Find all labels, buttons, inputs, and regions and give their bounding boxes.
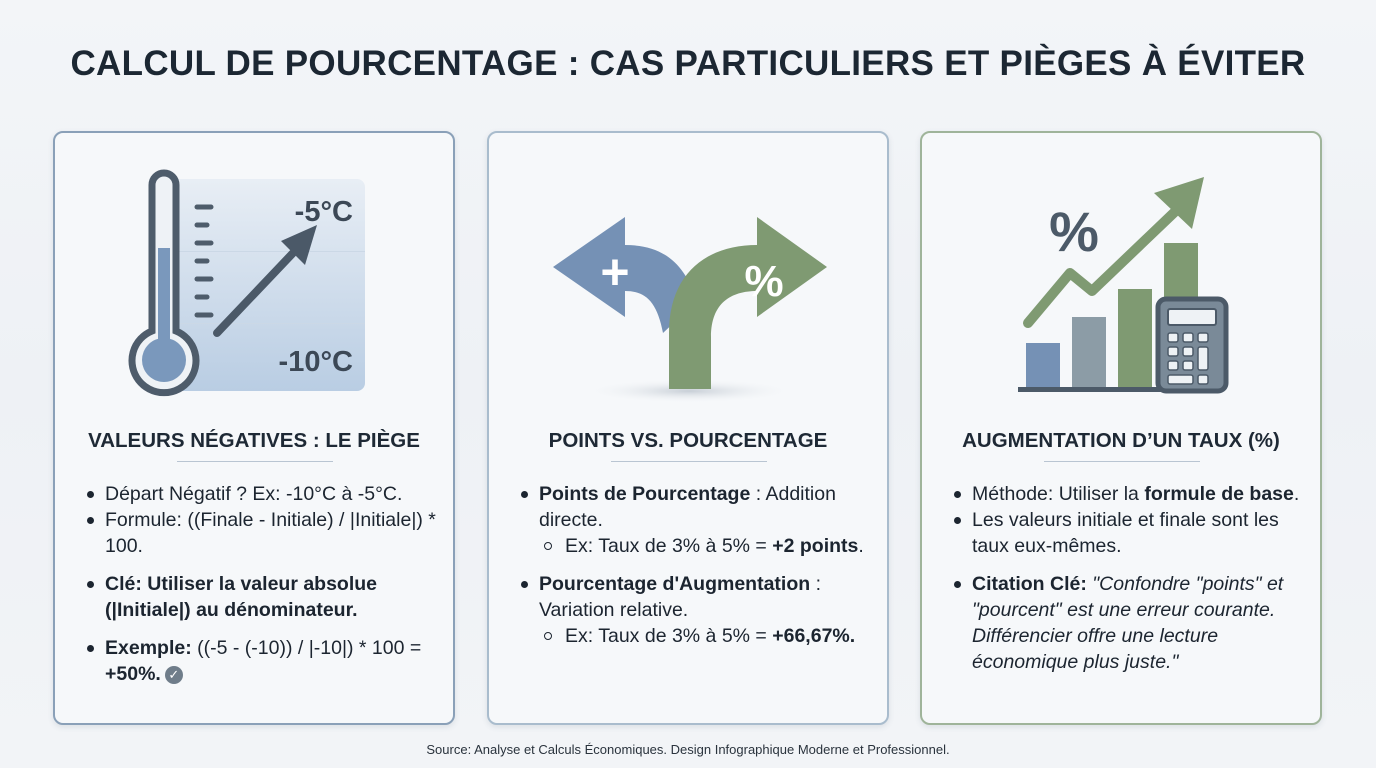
growth-chart-illustration bbox=[922, 133, 1324, 403]
bullet-quote bbox=[950, 571, 1304, 675]
sub-bullet-points-example bbox=[517, 533, 871, 559]
card-body bbox=[517, 481, 871, 649]
example-label: Exemple: bbox=[105, 637, 192, 659]
temp-top-label: -5°C bbox=[294, 196, 353, 228]
card-title: POINTS VS. POURCENTAGE bbox=[548, 429, 828, 452]
card-body bbox=[83, 481, 437, 687]
divider bbox=[611, 461, 767, 462]
bullet-percentage bbox=[517, 571, 871, 623]
bullet-values: Les valeurs initiale et finale sont les taux eux-mêmes. bbox=[950, 507, 1304, 559]
example-text: ((-5 - (-10)) / |-10|) * 100 = bbox=[191, 637, 422, 659]
card-title: AUGMENTATION D’UN TAUX (%) bbox=[962, 429, 1280, 452]
points-example-text: Ex: Taux de 3% à 5% = bbox=[565, 535, 773, 557]
bullet-example bbox=[83, 635, 437, 687]
card-negative-values bbox=[53, 131, 455, 725]
percent-symbol: % bbox=[1049, 200, 1099, 263]
method-bold: formule de base bbox=[1144, 483, 1294, 505]
plus-symbol: + bbox=[600, 244, 630, 300]
card-title: VALEURS NÉGATIVES : LE PIÈGE bbox=[88, 429, 420, 452]
bullet-method bbox=[950, 481, 1304, 507]
points-label: Points de Pourcentage bbox=[539, 483, 751, 505]
quote-label: Citation Clé: bbox=[972, 573, 1087, 595]
card-body bbox=[950, 481, 1304, 675]
source-footer: Source: Analyse et Calculs Économiques. Design Infographique Moderne et Professionnel. bbox=[426, 742, 950, 757]
card-rate-increase bbox=[920, 131, 1322, 725]
diverging-arrows-illustration bbox=[489, 133, 891, 403]
sub-bullet-percentage-example bbox=[517, 623, 871, 649]
thermometer-illustration bbox=[55, 133, 457, 403]
percentage-label: Pourcentage d'Augmentation bbox=[539, 573, 811, 595]
points-example-end: . bbox=[858, 535, 864, 557]
bullet-key: Clé: Utiliser la valeur absolue (|Initiale|) au dénominateur. bbox=[83, 571, 437, 623]
page-title: CALCUL DE POURCENTAGE : CAS PARTICULIERS ET PIÈGES À ÉVITER bbox=[70, 44, 1306, 83]
example-result: +50%. bbox=[105, 663, 161, 685]
quote-text: "Confondre "points" et "pourcent" est une erreur courante. Différencier offre une lecture économique plus juste." bbox=[972, 573, 1284, 673]
divider bbox=[1044, 461, 1200, 462]
method-end: . bbox=[1293, 483, 1300, 505]
points-example-result: +2 points bbox=[772, 535, 859, 557]
diverging-arrows-icon bbox=[553, 217, 827, 389]
bullet-points bbox=[517, 481, 871, 533]
check-circle-icon: ✓ bbox=[165, 666, 183, 684]
bullet-formula: Formule: ((Finale - Initiale) / |Initiale|) * 100. bbox=[83, 507, 437, 559]
percent-symbol: % bbox=[744, 257, 784, 306]
card-points-vs-percentage bbox=[487, 131, 889, 725]
percentage-example-text: Ex: Taux de 3% à 5% = bbox=[565, 625, 773, 647]
percentage-example-result: +66,67%. bbox=[772, 625, 856, 647]
divider bbox=[177, 461, 333, 462]
temp-bottom-label: -10°C bbox=[278, 346, 353, 378]
bullet-negative-start: Départ Négatif ? Ex: -10°C à -5°C. bbox=[83, 481, 437, 507]
method-text: Méthode: Utiliser la bbox=[972, 483, 1145, 505]
points-text: : Addition directe. bbox=[539, 483, 836, 531]
percentage-text: : Variation relative. bbox=[539, 573, 821, 621]
